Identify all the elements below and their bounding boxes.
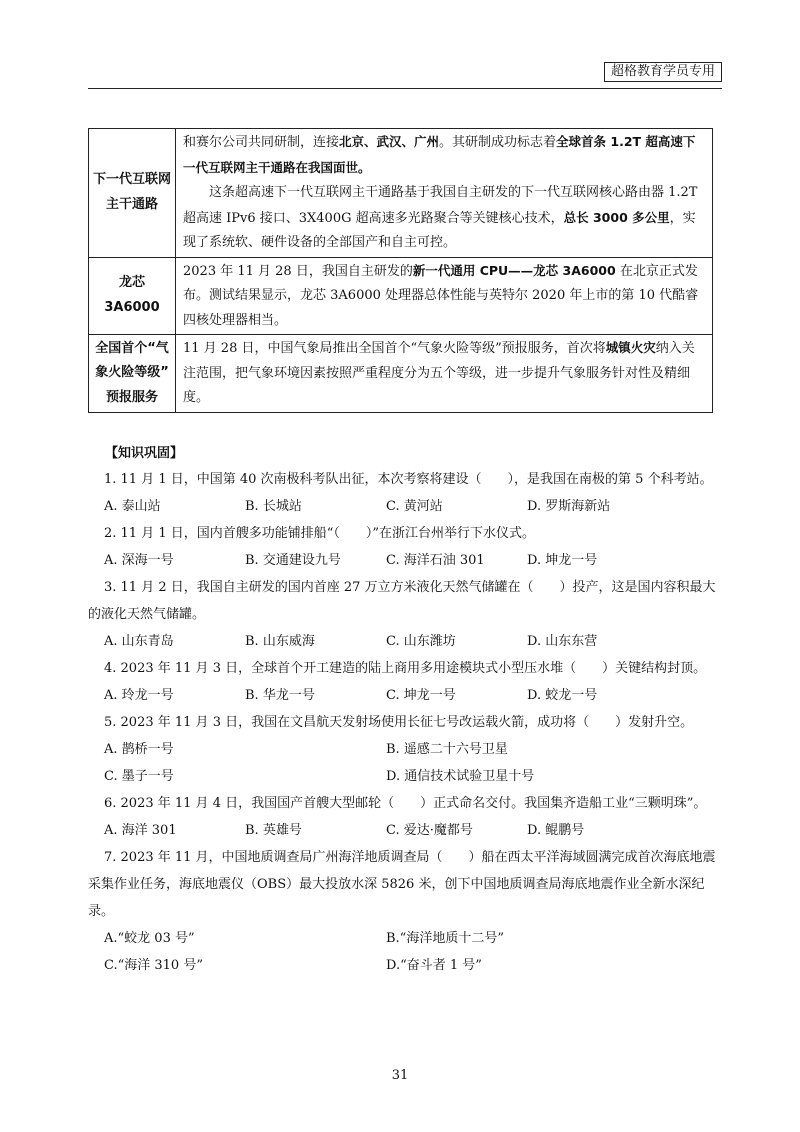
answer-option: D. 罗斯海新站 xyxy=(527,499,611,514)
answer-option: B. 英雄号 xyxy=(245,823,302,838)
table-row xyxy=(89,129,713,258)
quiz-list xyxy=(88,466,718,979)
row-paragraph xyxy=(183,336,705,411)
option-row xyxy=(88,763,718,790)
row-label xyxy=(89,335,176,413)
option-row xyxy=(88,736,718,763)
row-label-line: 龙芯 3A6000 xyxy=(104,275,160,315)
info-table xyxy=(88,128,713,413)
answer-option: B. 山东威海 xyxy=(245,634,315,649)
question-text: 5. 2023 年 11 月 3 日，我国在文昌航天发射场使用长征七号改运载火箭，成功将（ ）发射升空。 xyxy=(104,715,694,730)
answer-option: B.“海洋地质十二号” xyxy=(386,931,504,946)
bold-text: 城镇火灾 xyxy=(605,340,656,355)
text-run: 这条超高速下一代互联网主干通路基于我国自主研发的下一代互联网核心路由器 1.2T 超高速 IPv6 接口、3X400G 超高速多光路聚合等关键核心技术， xyxy=(183,185,698,226)
option-row xyxy=(88,925,718,952)
answer-option: D. 蛟龙一号 xyxy=(527,688,598,703)
answer-option: D. 坤龙一号 xyxy=(527,553,598,568)
row-label-line: 象火险等级” xyxy=(95,365,169,380)
row-label-line: 下一代互联网 xyxy=(92,172,171,188)
row-paragraph xyxy=(183,259,705,334)
answer-option: A. 山东青岛 xyxy=(104,634,174,649)
answer-option: C. 坤龙一号 xyxy=(386,688,456,703)
answer-option: B. 交通建设九号 xyxy=(245,553,341,568)
text-run: 11 月 28 日，中国气象局推出全国首个“气象火险等级”预报服务，首次将 xyxy=(183,341,606,356)
header-divider xyxy=(88,88,722,89)
answer-option: A.“蛟龙 03 号” xyxy=(104,931,195,946)
header-tag: 超格教育学员专用 xyxy=(604,62,722,82)
row-content xyxy=(176,129,713,258)
row-label-line: 全国首个“气 xyxy=(95,340,169,356)
answer-option: B. 华龙一号 xyxy=(245,688,315,703)
page-number: 31 xyxy=(391,1068,409,1083)
option-row xyxy=(88,547,718,574)
text-run: 2023 年 11 月 28 日，我国自主研发的 xyxy=(183,263,413,279)
row-label xyxy=(89,129,176,258)
question-text: 7. 2023 年 11 月，中国地质调查局广州海洋地质调查局（ ）船在西太平洋海域圆满完成首次海底地震采集作业任务，海底地震仪（OBS）最大投放水深 5826 米，创下中国地质调查局海底地震作业全新水深纪录。 xyxy=(88,850,716,919)
bold-text: 总长 3000 多公里 xyxy=(563,209,670,225)
option-row xyxy=(88,817,718,844)
section-title: 【知识巩固】 xyxy=(105,446,184,461)
answer-option: D. 通信技术试验卫星十号 xyxy=(386,769,535,784)
answer-option: D.“奋斗者 1 号” xyxy=(386,958,482,973)
question-text: 1. 11 月 1 日，中国第 40 次南极科考队出征，本次考察将建设（ ），是我国在南极的第 5 个科考站。 xyxy=(104,472,713,487)
answer-option: D. 鲲鹏号 xyxy=(527,823,585,838)
question-text: 4. 2023 年 11 月 3 日，全球首个开工建造的陆上商用多用途模块式小型压水堆（ ）关键结构封顶。 xyxy=(104,661,707,676)
table-row xyxy=(89,335,713,413)
answer-option: A. 泰山站 xyxy=(104,499,161,514)
row-content xyxy=(176,335,713,413)
table-row xyxy=(89,257,713,335)
text-run: 在北京正式发布。测试结果显示，龙芯 3A6000 处理器总体性能与英特尔 2020 年上市的第 10 代酷睿四核处理器相当。 xyxy=(183,263,699,328)
option-row xyxy=(88,952,718,979)
row-content xyxy=(176,257,713,335)
text-run: 和赛尔公司共同研制，连接 xyxy=(183,135,340,150)
row-label-line: 预报服务 xyxy=(105,389,158,405)
option-row xyxy=(88,493,718,520)
info-table-body xyxy=(89,129,713,413)
text-run: 。其研制成功标志着 xyxy=(439,135,557,150)
answer-option: C. 爱达·魔都号 xyxy=(386,823,473,838)
question-text: 3. 11 月 2 日，我国自主研发的国内首座 27 万立方米液化天然气储罐在（ ）投产，这是国内容积最大的液化天然气储罐。 xyxy=(88,580,716,622)
row-paragraph xyxy=(183,130,705,181)
answer-option: B. 长城站 xyxy=(245,499,302,514)
answer-option: A. 深海一号 xyxy=(104,553,174,568)
bold-text: 全球首条 1.2T 超高速下一代互联网主干通路在我国面世。 xyxy=(183,134,696,175)
bold-text: 新一代通用 CPU——龙芯 3A6000 xyxy=(412,262,616,278)
answer-option: C. 黄河站 xyxy=(386,499,443,514)
row-paragraph xyxy=(183,181,705,256)
answer-option: B. 遥感二十六号卫星 xyxy=(386,742,508,757)
text-run: ，实现了系统软、硬件设备的全部国产和自主可控。 xyxy=(183,210,696,250)
question-text: 6. 2023 年 11 月 4 日，我国国产首艘大型邮轮（ ）正式命名交付。我国集齐造船工业“三颗明珠”。 xyxy=(104,796,707,811)
option-row xyxy=(88,682,718,709)
question-text: 2. 11 月 1 日，国内首艘多功能铺排船“（ ）”在浙江台州举行下水仪式。 xyxy=(104,526,536,541)
text-run: 纳入关注范围，把气象环境因素按照严重程度分为五个等级，进一步提升气象服务针对性及精细度。 xyxy=(183,341,695,405)
answer-option: D. 山东东营 xyxy=(527,634,598,649)
answer-option: A. 鹊桥一号 xyxy=(104,742,174,757)
answer-option: C. 墨子一号 xyxy=(104,769,174,784)
row-label-line: 主干通路 xyxy=(105,196,158,212)
bold-text: 北京、武汉、广州 xyxy=(339,134,440,149)
option-row xyxy=(88,628,718,655)
answer-option: C. 山东潍坊 xyxy=(386,634,456,649)
answer-option: A. 玲龙一号 xyxy=(104,688,174,703)
answer-option: C. 海洋石油 301 xyxy=(386,553,485,568)
answer-option: C.“海洋 310 号” xyxy=(104,958,203,973)
answer-option: A. 海洋 301 xyxy=(104,823,177,838)
row-label xyxy=(89,257,176,335)
